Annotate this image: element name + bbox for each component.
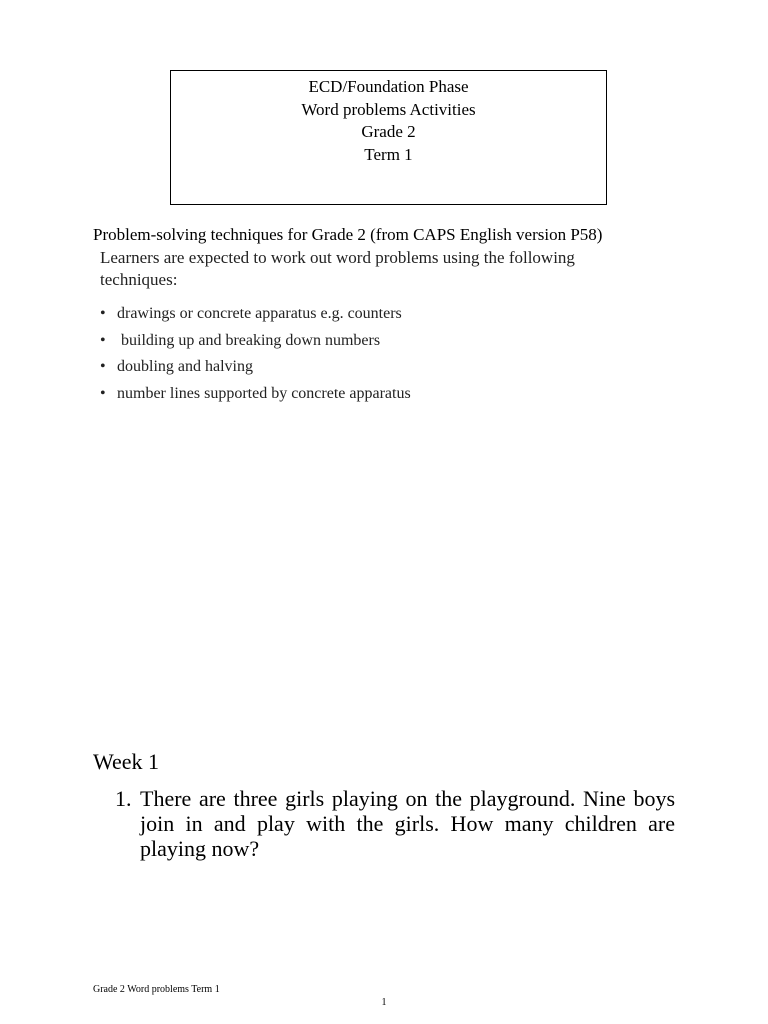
week-heading: Week 1 — [93, 749, 160, 774]
title-term: Term 1 — [364, 144, 413, 164]
list-item — [100, 354, 660, 381]
technique-doubling: doubling and halving — [117, 358, 253, 376]
list-item — [100, 381, 660, 408]
page-number: 1 — [381, 997, 387, 1008]
footer-text: Grade 2 Word problems Term 1 — [93, 984, 220, 995]
bullet: • — [100, 358, 106, 376]
title-phase: ECD/Foundation Phase — [308, 77, 469, 96]
bullet: • — [100, 305, 106, 322]
title-activity: Word problems Activities — [301, 99, 476, 119]
bullet: • — [100, 385, 106, 403]
list-item — [100, 328, 660, 355]
bullet: • — [100, 331, 106, 349]
problem-text: There are three girls playing on the playground. Nine boys join in and play with the girls. How many children are playing now? — [140, 786, 675, 861]
problem-number: 1. — [115, 786, 132, 811]
title-grade: Grade 2 — [361, 122, 416, 141]
techniques-heading: Problem-solving techniques for Grade 2 (from CAPS English version P58) — [93, 225, 603, 244]
technique-number-lines: number lines supported by concrete apparatus — [117, 385, 411, 403]
word-problem — [115, 786, 675, 861]
technique-drawings: drawings or concrete apparatus e.g. counters — [117, 305, 402, 322]
techniques-intro: Learners are expected to work out word problems using the following techniques: — [100, 248, 575, 289]
techniques-list — [100, 301, 660, 408]
list-item — [100, 301, 660, 328]
title-box — [170, 70, 607, 205]
technique-building: building up and breaking down numbers — [117, 331, 381, 349]
